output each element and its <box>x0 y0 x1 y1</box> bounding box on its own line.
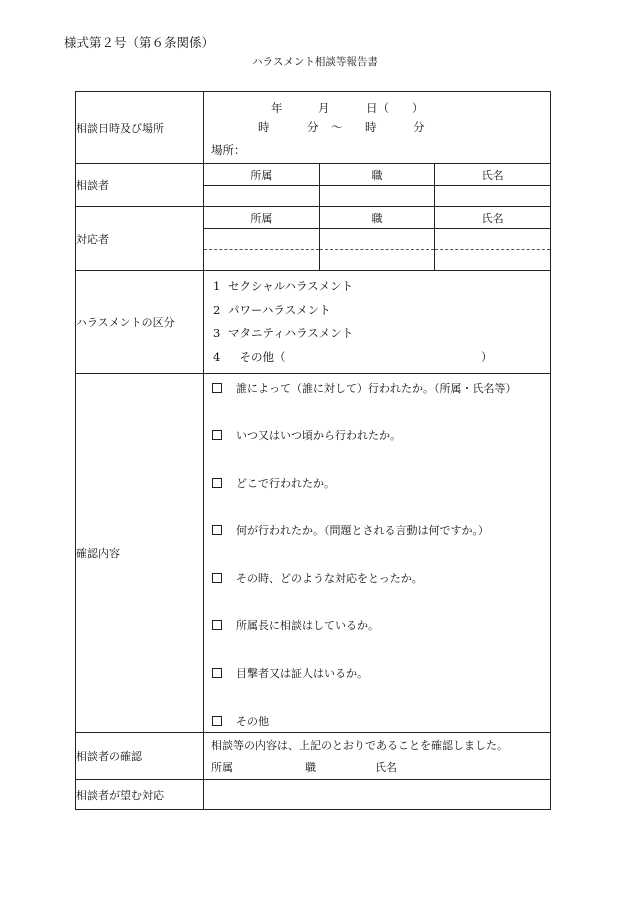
responder-post-field-2[interactable] <box>319 250 434 271</box>
month-label: 月 <box>318 100 330 115</box>
hour-label: 時 <box>258 119 270 134</box>
responder-name-field-2[interactable] <box>435 250 550 271</box>
minute2-label: 分 <box>413 119 425 134</box>
category-text: セクシャルハラスメント <box>228 279 354 293</box>
datetime-row <box>76 92 551 164</box>
category-text: マタニティハラスメント <box>228 326 354 340</box>
checkbox-icon[interactable] <box>212 620 222 630</box>
confirmation-row <box>76 733 551 780</box>
details-list <box>204 374 550 732</box>
responder-name-header: 氏名 <box>435 207 550 229</box>
category-num: 2 <box>213 302 221 317</box>
check-text: 所属長に相談はしているか。 <box>236 619 379 632</box>
consulter-post-field[interactable] <box>319 186 434 207</box>
confirmation-statement: 相談等の内容は、上記のとおりであることを確認しました。 <box>211 739 508 752</box>
checkbox-icon[interactable] <box>212 573 222 583</box>
responder-post-header: 職 <box>319 207 434 229</box>
datetime-label: 相談日時及び場所 <box>76 92 204 164</box>
form-number: 様式第２号（第６条関係） <box>64 35 215 50</box>
check-item[interactable] <box>212 475 335 491</box>
check-item[interactable] <box>212 427 401 443</box>
confirmation-cell[interactable] <box>204 733 551 780</box>
checkbox-icon[interactable] <box>212 430 222 440</box>
check-item[interactable] <box>212 665 368 681</box>
responder-dept-field-2[interactable] <box>204 250 319 271</box>
responder-label: 対応者 <box>76 207 204 271</box>
responder-cell <box>204 207 551 271</box>
check-text: いつ又はいつ頃から行われたか。 <box>236 429 401 442</box>
desired-field[interactable] <box>204 780 551 810</box>
consulter-dept-field[interactable] <box>204 186 319 207</box>
place-label: 場所： <box>211 142 246 157</box>
responder-dept-field-1[interactable] <box>204 229 319 250</box>
category-num: 1 <box>213 279 221 293</box>
consulter-name-header: 氏名 <box>435 164 550 186</box>
consulter-dept-header: 所属 <box>204 164 319 186</box>
checkbox-icon[interactable] <box>212 668 222 678</box>
desired-row <box>76 780 551 810</box>
checkbox-icon[interactable] <box>212 716 222 726</box>
year-label: 年 <box>271 100 283 115</box>
confirmation-fields <box>204 757 550 777</box>
desired-label: 相談者が望む対応 <box>76 780 204 810</box>
category-text: その他（ ） <box>228 349 493 364</box>
consulter-grid <box>204 164 550 206</box>
datetime-cell[interactable] <box>204 92 551 164</box>
report-table <box>75 91 551 810</box>
tilde-label: ～ <box>331 119 343 134</box>
consulter-cell <box>204 164 551 207</box>
responder-post-field-1[interactable] <box>319 229 434 250</box>
responder-dept-header: 所属 <box>204 207 319 229</box>
check-item[interactable] <box>212 617 379 633</box>
check-text: その他 <box>236 715 269 728</box>
details-label: 確認内容 <box>76 374 204 733</box>
checkbox-icon[interactable] <box>212 478 222 488</box>
details-cell <box>204 374 551 733</box>
date-line <box>204 93 550 115</box>
category-list <box>204 271 550 373</box>
consulter-label: 相談者 <box>76 164 204 207</box>
category-num: 4 <box>213 349 221 364</box>
confirmation-dept: 所属 <box>211 761 233 774</box>
confirmation-name: 氏名 <box>375 761 397 774</box>
check-text: どこで行われたか。 <box>236 477 335 490</box>
hour2-label: 時 <box>365 119 377 134</box>
check-item[interactable] <box>212 522 489 538</box>
consulter-post-header: 職 <box>319 164 434 186</box>
consulter-row <box>76 164 551 207</box>
check-text: 何が行われたか。（問題とされる言動は何ですか。） <box>236 524 489 537</box>
day-label: 日（ ） <box>366 100 424 115</box>
check-text: 目撃者又は証人はいるか。 <box>236 667 368 680</box>
category-item[interactable] <box>213 299 550 323</box>
category-text: パワーハラスメント <box>228 302 331 317</box>
category-item[interactable] <box>213 275 550 299</box>
checkbox-icon[interactable] <box>212 383 222 393</box>
check-text: その時、どのような対応をとったか。 <box>236 572 423 585</box>
category-row <box>76 271 551 374</box>
check-item[interactable] <box>212 380 517 396</box>
details-row <box>76 374 551 733</box>
category-cell <box>204 271 551 374</box>
confirmation-label: 相談者の確認 <box>76 733 204 780</box>
check-item[interactable] <box>212 713 269 729</box>
checkbox-icon[interactable] <box>212 525 222 535</box>
document-title: ハラスメント相談等報告書 <box>252 56 378 68</box>
minute-label: 分 <box>307 119 319 134</box>
responder-row <box>76 207 551 271</box>
consulter-name-field[interactable] <box>435 186 550 207</box>
check-item[interactable] <box>212 570 423 586</box>
check-text: 誰によって（誰に対して）行われたか。（所属・氏名等） <box>236 382 517 395</box>
responder-name-field-1[interactable] <box>435 229 550 250</box>
time-line <box>204 115 550 137</box>
responder-grid <box>204 207 550 270</box>
confirmation-post: 職 <box>305 761 316 774</box>
category-num: 3 <box>213 326 221 340</box>
category-item[interactable] <box>213 346 550 370</box>
category-item[interactable] <box>213 322 550 346</box>
category-label: ハラスメントの区分 <box>76 271 204 374</box>
